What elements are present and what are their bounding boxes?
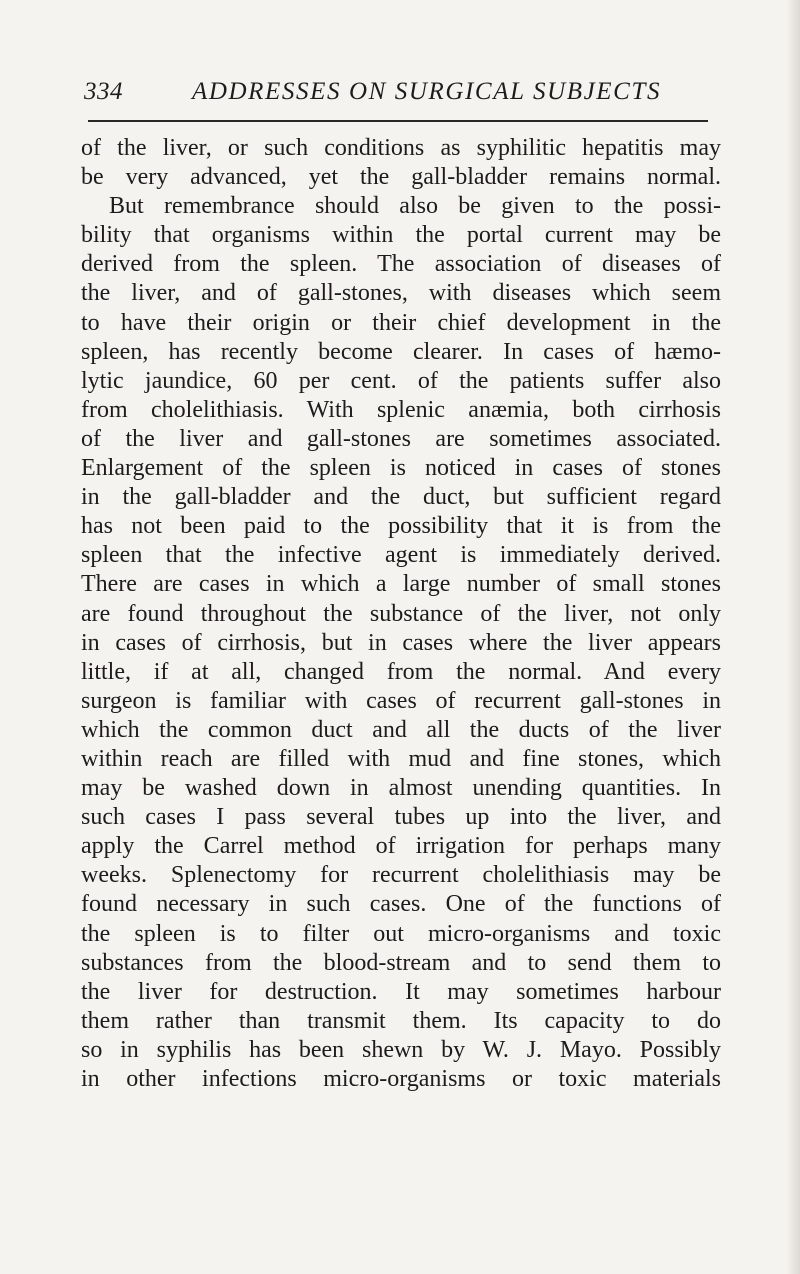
- text-line: surgeon is familiar with cases of recurrent gall-stones in: [81, 687, 721, 714]
- text-line: found necessary in such cases. One of the functions of: [81, 891, 721, 918]
- text-line: from cholelithiasis. With splenic anæmia, both cirrhosis: [81, 396, 721, 423]
- text-line: in cases of cirrhosis, but in cases where the liver appears: [81, 629, 721, 656]
- text-line: has not been paid to the possibility that it is from the: [81, 513, 721, 540]
- text-line: spleen, has recently become clearer. In cases of hæmo-: [81, 338, 721, 365]
- text-line: to have their origin or their chief development in the: [81, 309, 721, 336]
- text-line: the liver for destruction. It may sometimes harbour: [81, 978, 721, 1005]
- text-line: which the common duct and all the ducts of the liver: [81, 716, 721, 743]
- page-header: [84, 74, 714, 110]
- text-line: the spleen is to filter out micro-organisms and toxic: [81, 920, 721, 947]
- text-line: them rather than transmit them. Its capacity to do: [81, 1007, 721, 1034]
- text-line: within reach are filled with mud and fine stones, which: [81, 745, 721, 772]
- text-line: of the liver and gall-stones are sometimes associated.: [81, 425, 721, 452]
- text-line: little, if at all, changed from the normal. And every: [81, 658, 721, 685]
- text-line: are found throughout the substance of the liver, not only: [81, 600, 721, 627]
- text-line: may be washed down in almost unending quantities. In: [81, 775, 721, 802]
- text-line: bility that organisms within the portal current may be: [81, 222, 721, 249]
- text-line: But remembrance should also be given to the possi-: [109, 193, 721, 220]
- page-edge-shadow: [786, 0, 800, 1274]
- text-line: weeks. Splenectomy for recurrent cholelithiasis may be: [81, 862, 721, 889]
- body-text: [81, 134, 721, 1094]
- text-line: in the gall-bladder and the duct, but sufficient regard: [81, 484, 721, 511]
- running-title: ADDRESSES ON SURGICAL SUBJECTS: [192, 78, 662, 105]
- header-rule: [88, 120, 708, 122]
- text-line: be very advanced, yet the gall-bladder remains normal.: [81, 164, 721, 191]
- text-line: so in syphilis has been shewn by W. J. Mayo. Possibly: [81, 1036, 721, 1063]
- text-line: apply the Carrel method of irrigation for perhaps many: [81, 833, 721, 860]
- text-line: the liver, and of gall-stones, with diseases which seem: [81, 280, 721, 307]
- text-line: spleen that the infective agent is immediately derived.: [81, 542, 721, 569]
- text-line: of the liver, or such conditions as syphilitic hepatitis may: [81, 135, 721, 161]
- page-number: 334: [84, 78, 123, 105]
- text-line: derived from the spleen. The association of diseases of: [81, 251, 721, 278]
- text-line: in other infections micro-organisms or toxic materials: [81, 1066, 721, 1092]
- text-line: Enlargement of the spleen is noticed in cases of stones: [81, 455, 721, 482]
- text-line: There are cases in which a large number of small stones: [81, 571, 721, 598]
- text-line: such cases I pass several tubes up into the liver, and: [81, 804, 721, 831]
- text-line: substances from the blood-stream and to send them to: [81, 949, 721, 976]
- text-line: lytic jaundice, 60 per cent. of the patients suffer also: [81, 367, 721, 394]
